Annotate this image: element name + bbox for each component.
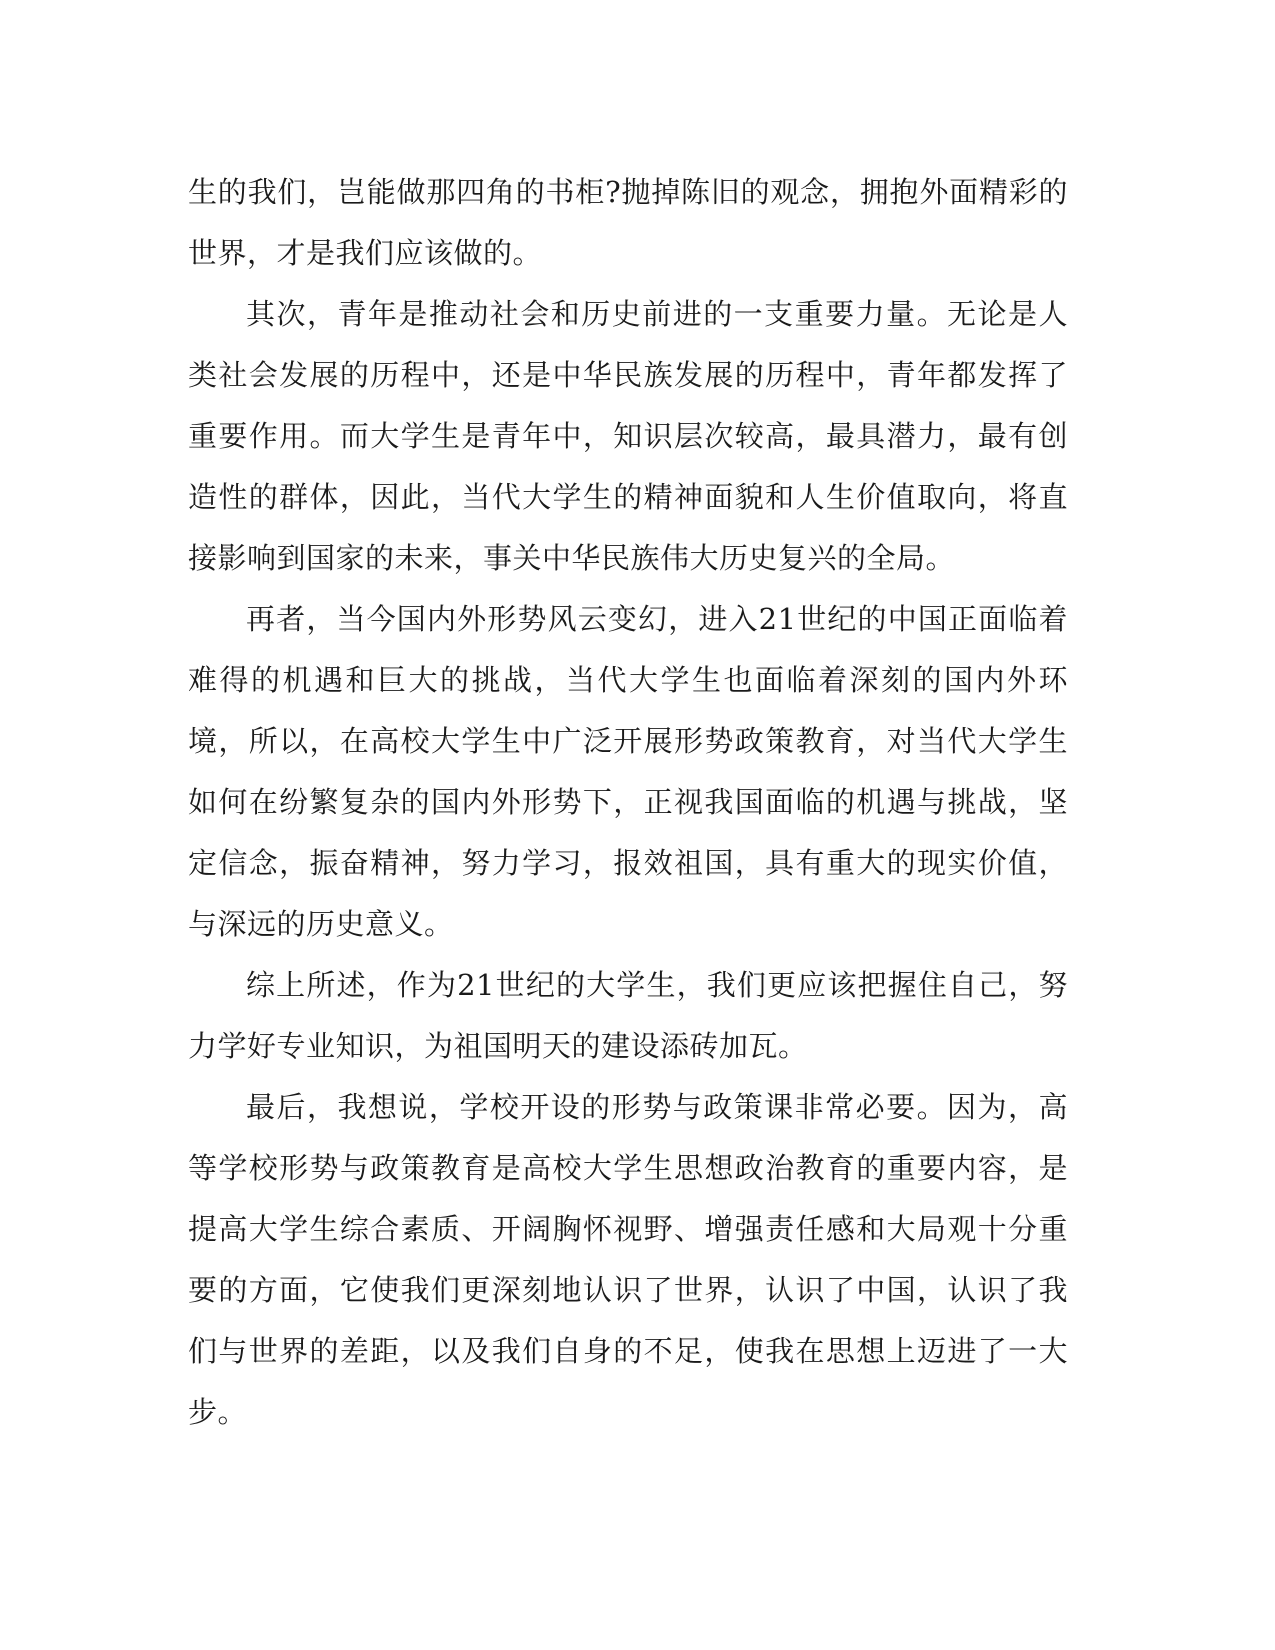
paragraph-furthermore: 再者，当今国内外形势风云变幻，进入21世纪的中国正面临着难得的机遇和巨大的挑战，当代大学生也面临着深刻的国内外环境，所以，在高校大学生中广泛开展形势政策教育，对当代大学生如何在纷繁复杂的国内外形势下，正视我国面临的机遇与挑战，坚定信念，振奋精神，努力学习，报效祖国，具有重大的现实价值，与深远的历史意义。	[188, 602, 1068, 941]
paragraph-finally: 最后，我想说，学校开设的形势与政策课非常必要。因为，高等学校形势与政策教育是高校大学生思想政治教育的重要内容，是提高大学生综合素质、开阔胸怀视野、增强责任感和大局观十分重要的方面，它使我们更深刻地认识了世界，认识了中国，认识了我们与世界的差距，以及我们自身的不足，使我在思想上迈进了一大步。	[188, 1090, 1068, 1429]
paragraph-secondly: 其次，青年是推动社会和历史前进的一支重要力量。无论是人类社会发展的历程中，还是中华民族发展的历程中，青年都发挥了重要作用。而大学生是青年中，知识层次较高，最具潜力，最有创造性的群体，因此，当代大学生的精神面貌和人生价值取向，将直接影响到国家的未来，事关中华民族伟大历史复兴的全局。	[188, 297, 1068, 575]
paragraph-continued: 生的我们，岂能做那四角的书柜?抛掉陈旧的观念，拥抱外面精彩的世界，才是我们应该做的。	[188, 175, 1068, 270]
paragraph-summary: 综上所述，作为21世纪的大学生，我们更应该把握住自己，努力学好专业知识，为祖国明天的建设添砖加瓦。	[188, 968, 1068, 1063]
document-body	[188, 162, 1068, 1443]
